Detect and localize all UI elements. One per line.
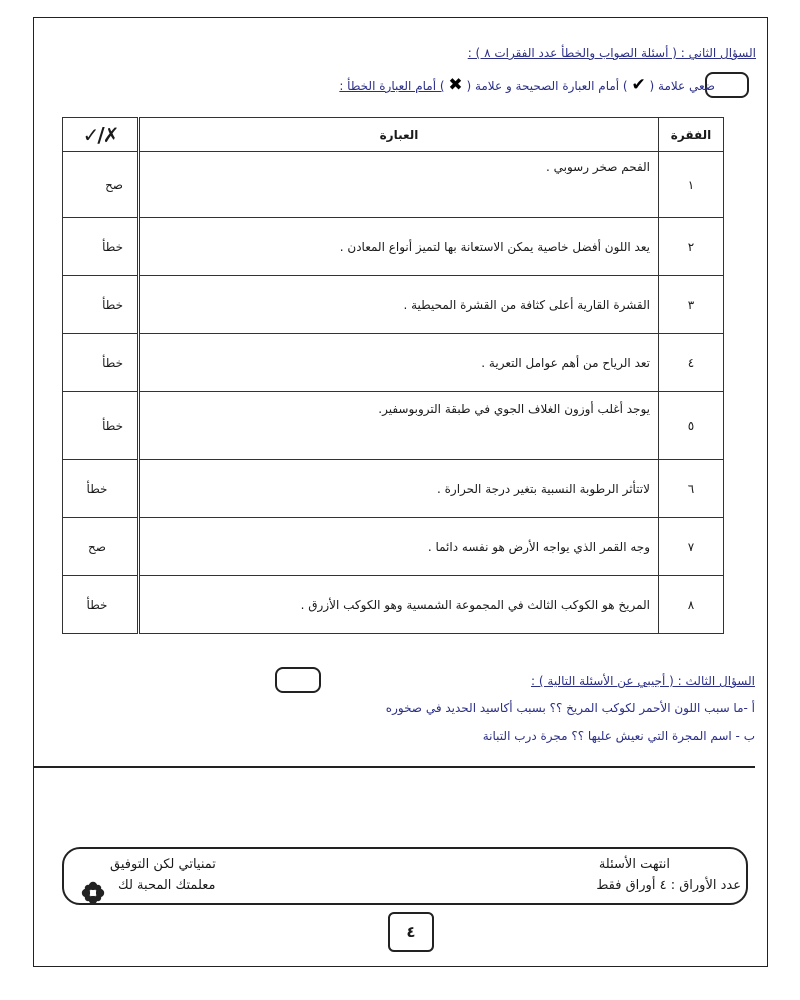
instruction-part2: ) أمام العبارة الصحيحة و علامة (	[466, 79, 628, 93]
row-number: ٦	[659, 460, 724, 518]
table-row	[63, 392, 724, 460]
page-number: ٤	[388, 912, 434, 952]
row-statement: تعد الرياح من أهم عوامل التعرية .	[139, 334, 659, 392]
row-statement: القشرة القارية أعلى كثافة من القشرة المحيطية .	[139, 276, 659, 334]
row-answer[interactable]: صح	[63, 152, 139, 218]
column-header-answer	[63, 118, 139, 152]
wish-text: تمنياتي لكن التوفيق	[110, 857, 216, 872]
question3-heading: السؤال الثالث : ( أجيبي عن الأسئلة التالية ) :	[531, 674, 755, 688]
table-row	[63, 576, 724, 634]
cross-mark-icon: ✖	[448, 75, 463, 95]
row-statement: الفحم صخر رسوبي .	[139, 152, 659, 218]
column-header-statement: العبارة	[139, 118, 659, 152]
true-false-table	[62, 117, 724, 634]
table-header-row	[63, 118, 724, 152]
row-statement: يعد اللون أفضل خاصية يمكن الاستعانة بها لتميز أنواع المعادن .	[139, 218, 659, 276]
row-answer[interactable]: خطأ	[63, 460, 139, 518]
question2-heading: السؤال الثاني : ( أسئلة الصواب والخطأ عدد الفقرات ٨ ) :	[467, 46, 756, 60]
table-row	[63, 334, 724, 392]
question3-answer-b: ب - اسم المجرة التي نعيش عليها ؟؟ مجرة درب التبانة	[482, 729, 755, 743]
table-row	[63, 460, 724, 518]
table-row	[63, 152, 724, 218]
row-answer[interactable]: خطأ	[63, 334, 139, 392]
row-statement: وجه القمر الذي يواجه الأرض هو نفسه دائما .	[139, 518, 659, 576]
row-number: ٧	[659, 518, 724, 576]
end-of-questions-text: انتهت الأسئلة	[598, 857, 670, 872]
table-row	[63, 218, 724, 276]
row-statement: يوجد أغلب أوزون الغلاف الجوي في طبقة التروبوسفير.	[139, 392, 659, 460]
row-answer[interactable]: خطأ	[63, 218, 139, 276]
row-number: ٥	[659, 392, 724, 460]
flower-icon	[80, 880, 106, 906]
table-row	[63, 518, 724, 576]
question2-instructions	[339, 75, 715, 95]
question3-score-box[interactable]	[275, 667, 321, 693]
section-divider	[33, 766, 755, 768]
teacher-signoff-text: معلمتك المحبة لك	[118, 878, 216, 893]
row-answer[interactable]: خطأ	[63, 392, 139, 460]
check-mark-icon: ✔	[631, 75, 646, 95]
pages-count-text: عدد الأوراق : ٤ أوراق فقط	[596, 878, 741, 893]
footer-box	[62, 847, 748, 905]
row-answer[interactable]: خطأ	[63, 276, 139, 334]
row-answer[interactable]: خطأ	[63, 576, 139, 634]
instruction-part3: ) أمام العبارة الخطأ :	[339, 79, 445, 93]
column-header-number: الفقرة	[659, 118, 724, 152]
question3-answer-a: أ -ما سبب اللون الأحمر لكوكب المريخ ؟؟ بسبب أكاسيد الحديد في صخوره	[385, 701, 755, 715]
row-number: ٤	[659, 334, 724, 392]
instruction-part1: ضعي علامة (	[649, 79, 715, 93]
table-row	[63, 276, 724, 334]
row-statement: المريخ هو الكوكب الثالث في المجموعة الشمسية وهو الكوكب الأزرق .	[139, 576, 659, 634]
row-number: ٢	[659, 218, 724, 276]
row-number: ٨	[659, 576, 724, 634]
check-cross-icon: ✗/✓	[82, 122, 118, 147]
row-number: ١	[659, 152, 724, 218]
row-statement: لاتتأثر الرطوبة النسبية بتغير درجة الحرارة .	[139, 460, 659, 518]
row-answer[interactable]: صح	[63, 518, 139, 576]
row-number: ٣	[659, 276, 724, 334]
